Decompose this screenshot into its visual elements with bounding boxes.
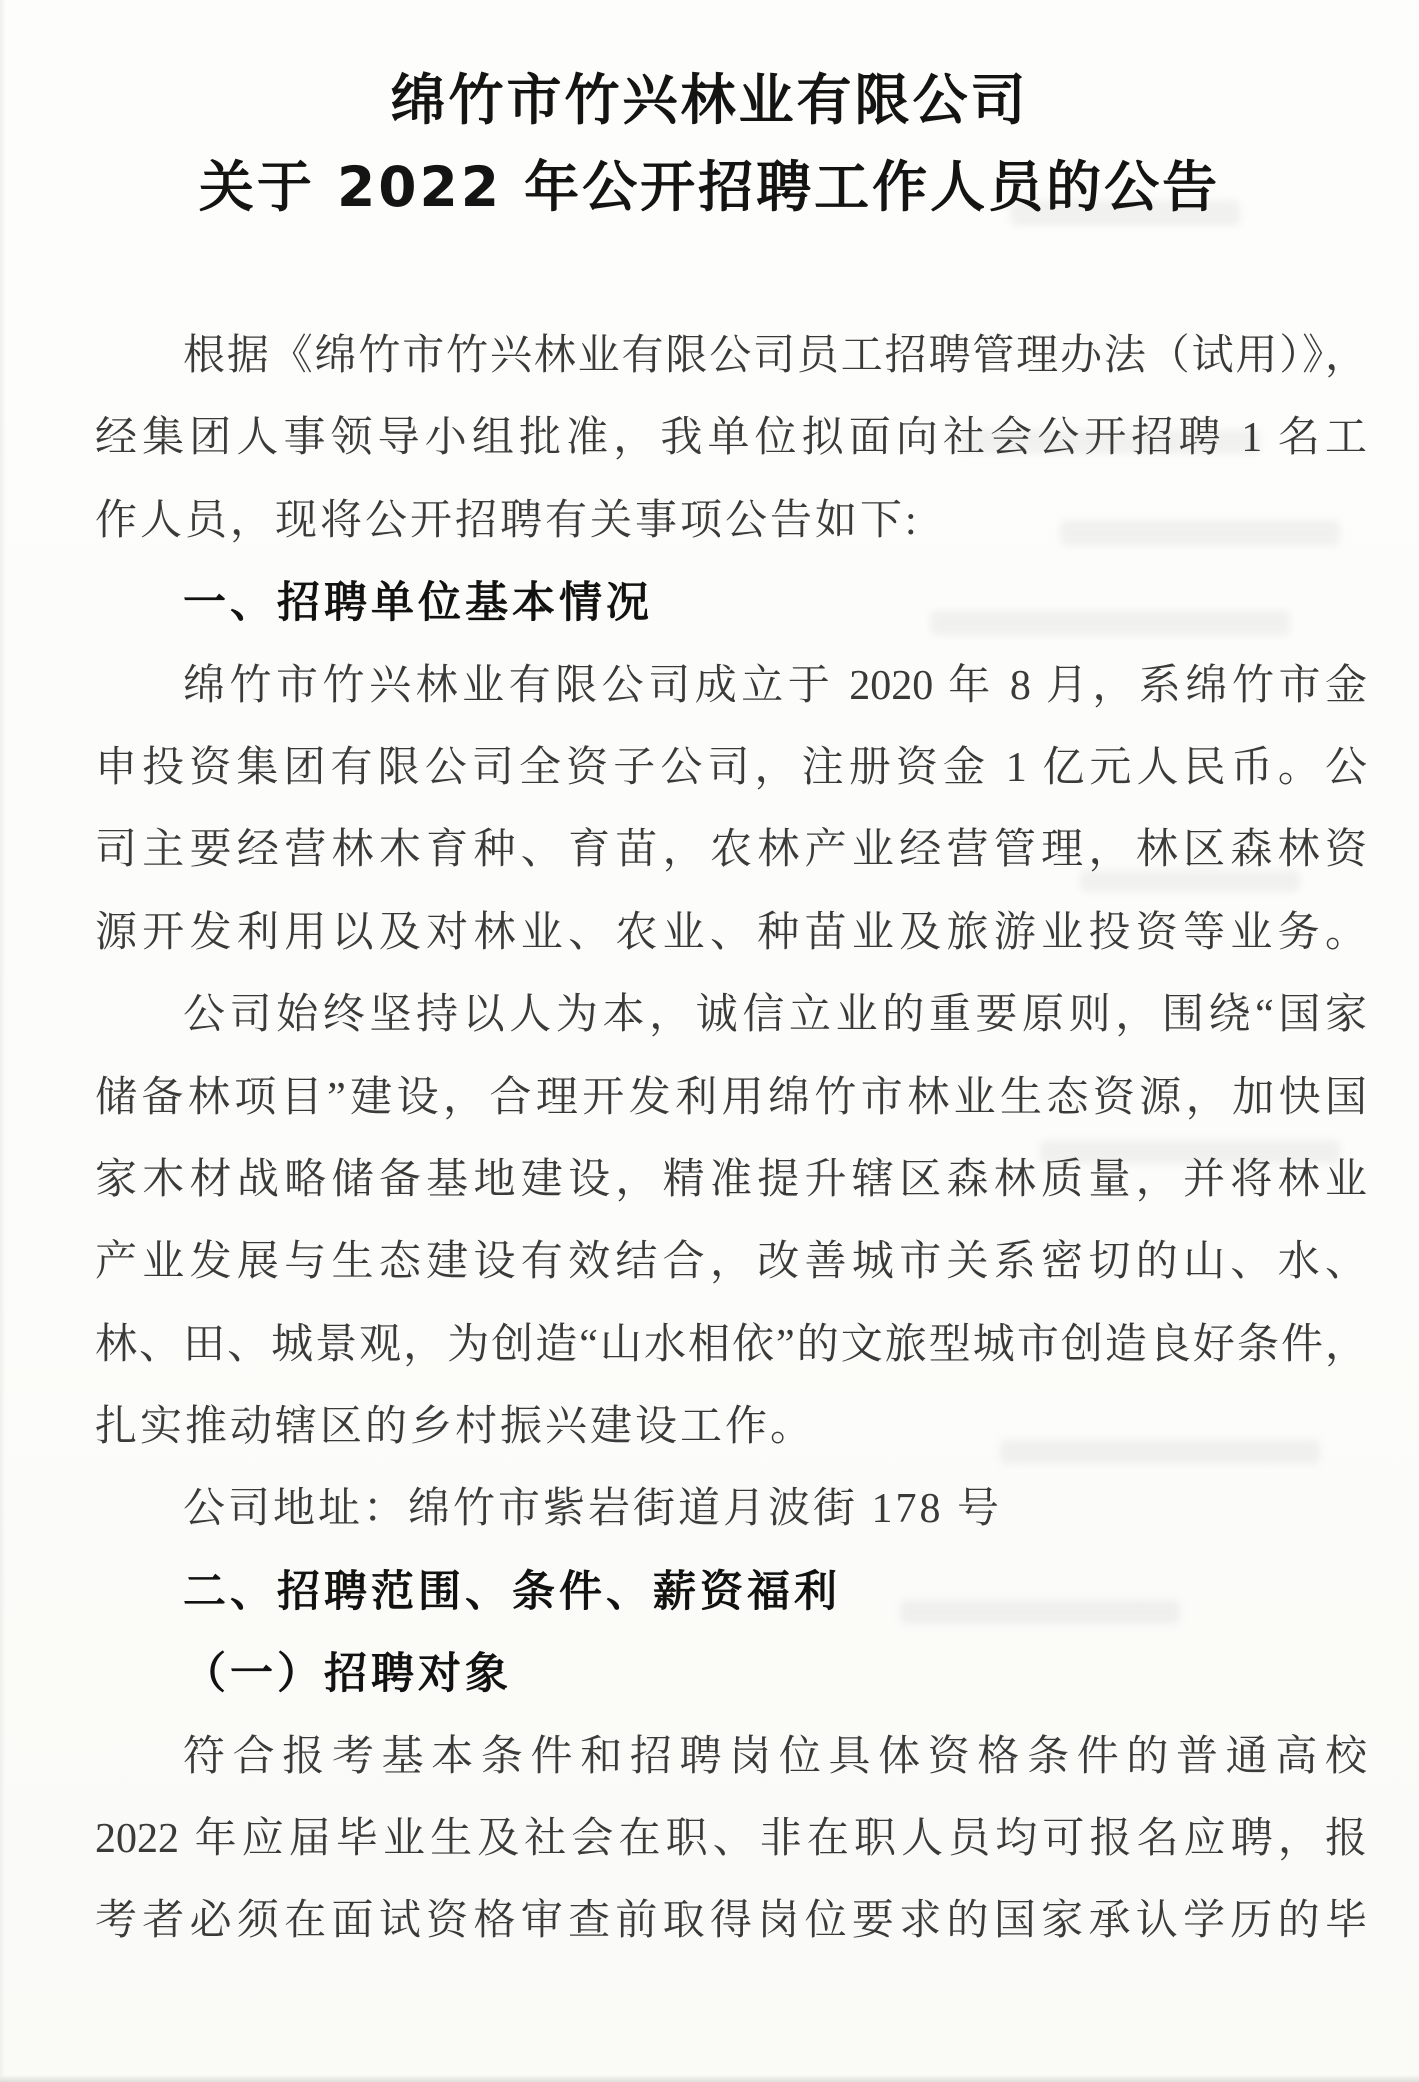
section-heading: （一）招聘对象: [183, 1649, 512, 1700]
scan-edge-left: [0, 0, 6, 2082]
text-line: 经集团人事领导小组批准，我单位拟面向社会公开招聘 1 名工: [95, 415, 1367, 462]
text-line: 作人员，现将公开招聘有关事项公告如下:: [95, 497, 920, 544]
document-title: [0, 57, 1419, 231]
text-line: 司主要经营林木育种、育苗，农林产业经营管理，林区森林资: [95, 827, 1367, 874]
section-heading: 二、招聘范围、条件、薪资福利: [183, 1566, 841, 1617]
section-heading: 一、招聘单位基本情况: [183, 578, 653, 629]
text-line: 产业发展与生态建设有效结合，改善城市关系密切的山、水、: [95, 1239, 1367, 1286]
text-line: 扎实推动辖区的乡村振兴建设工作。: [95, 1404, 816, 1451]
text-line: 根据《绵竹市竹兴林业有限公司员工招聘管理办法（试用）》，: [183, 333, 1367, 379]
text-line: 符合报考基本条件和招聘岗位具体资格条件的普通高校: [183, 1733, 1367, 1780]
text-line: 家木材战略储备基地建设，精准提升辖区森林质量，并将林业: [95, 1156, 1367, 1203]
text-line: 储备林项目”建设，合理开发利用绵竹市林业生态资源，加快国: [95, 1074, 1367, 1121]
text-line: 2022 年应届毕业生及社会在职、非在职人员均可报名应聘，报: [95, 1816, 1367, 1863]
text-line: 公司始终坚持以人为本，诚信立业的重要原则，围绕“国家: [183, 992, 1367, 1039]
text-line: 公司地址：绵竹市紫岩街道月波街 178 号: [183, 1486, 1003, 1533]
title-line: 关于 2022 年公开招聘工作人员的公告: [198, 155, 1221, 219]
scan-edge-bottom: [0, 2075, 1419, 2082]
text-line: 申投资集团有限公司全资子公司，注册资金 1 亿元人民币。公: [95, 744, 1367, 791]
text-line: 源开发利用以及对林业、农业、种苗业及旅游业投资等业务。: [95, 909, 1367, 956]
title-line: 绵竹市竹兴林业有限公司: [390, 68, 1029, 132]
text-line: 考者必须在面试资格审查前取得岗位要求的国家承认学历的毕: [95, 1898, 1367, 1945]
document-body: [95, 315, 1367, 1963]
text-line: 林、田、城景观，为创造“山水相依”的文旅型城市创造良好条件，: [95, 1321, 1367, 1368]
text-line: 绵竹市竹兴林业有限公司成立于 2020 年 8 月，系绵竹市金: [183, 662, 1367, 709]
